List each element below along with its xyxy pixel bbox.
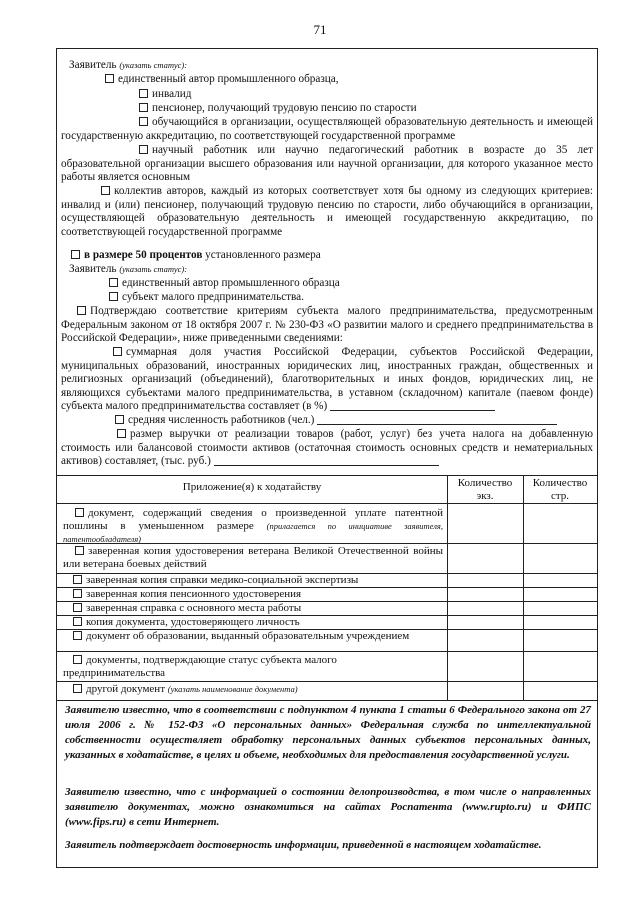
checkbox[interactable] <box>115 415 124 424</box>
row-text: заверенная копия удостоверения ветерана Великой Отечественной войны или ветерана боевых действий <box>63 545 443 570</box>
section2-applicant-line <box>69 263 187 277</box>
applicant-label: Заявитель <box>69 263 117 275</box>
table-top-border <box>57 475 597 476</box>
option2-sole-author[interactable] <box>109 277 340 291</box>
status-hint: (указать статус): <box>119 60 188 70</box>
table-row-divider <box>57 503 597 504</box>
table-column-divider <box>523 475 524 701</box>
option-label: суммарная доля участия Российской Федерации, субъектов Российской Федерации, муниципальных образований, иностранных юридических лиц, иностранных граждан, общественных и религиозных организаций (объединений), благотворительных и иных фондов, юридических лиц, не являющихся субъектами малого предпринимательства, в уставном (складочном) капитале (паевом фонде) субъекта малого предпринимательства составляет (в %) <box>61 346 593 412</box>
employees-field[interactable] <box>317 414 557 425</box>
row-text: другой документ <box>86 683 166 695</box>
row-text: копия документа, удостоверяющего личность <box>86 616 300 628</box>
row-text: заверенная копия справки медико-социальной экспертизы <box>86 574 359 586</box>
checkbox[interactable] <box>73 603 82 612</box>
checkbox[interactable] <box>73 655 82 664</box>
checkbox[interactable] <box>73 631 82 640</box>
notice-confirm: Заявитель подтверждает достоверность информации, приведенной в настоящем ходатайстве. <box>65 839 542 851</box>
checkbox[interactable] <box>73 589 82 598</box>
option-label: размер выручки от реализации товаров (работ, услуг) без учета налога на добавленную стоимость или балансовой стоимости активов (остаточная стоимость основных средств и нематериальных активов) составляет, (тыс. руб.) <box>61 428 593 467</box>
revenue-field[interactable] <box>214 455 439 466</box>
checkbox[interactable] <box>109 278 118 287</box>
row-text: документ, содержащий сведения о произведенной уплате патентной пошлины в уменьшенном размере <box>63 507 443 532</box>
section2-title-rest: установленного размера <box>202 249 321 261</box>
option-label: инвалид <box>152 88 192 100</box>
checkbox[interactable] <box>101 186 110 195</box>
option-collective[interactable] <box>61 185 593 239</box>
table-bottom-border <box>57 700 597 701</box>
applicant-status-line <box>69 59 187 73</box>
option-label: субъект малого предпринимательства. <box>122 291 304 303</box>
checkbox[interactable] <box>73 684 82 693</box>
table-column-divider <box>447 475 448 701</box>
option-label: Подтверждаю соответствие критериям субъекта малого предпринимательства, предусмотренным Федеральным законом от 18 октября 2007 г. № 230-ФЗ «О развитии малого и среднего предпринимательства в Российской Федерации», ниже приведенными сведениями: <box>61 305 593 344</box>
section2-title-bold: в размере 50 процентов <box>84 249 203 261</box>
checkbox[interactable] <box>113 347 122 356</box>
checkbox[interactable] <box>139 145 148 154</box>
row-text: заверенная копия пенсионного удостоверения <box>86 588 302 600</box>
notice-personal-data: Заявителю известно, что в соответствии с подпунктом 4 пункта 1 статьи 6 Федерального закона от 27 июля 2006 г. № 152-ФЗ «О персональных данных» Федеральная служба по интеллектуальной собственности осуществляет обработку персональных данных субъектов персональных данных, указанных в ходатайстве, в целях и объеме, необходимых для предоставления государственной услуги. <box>65 704 591 761</box>
applicant-label: Заявитель <box>69 59 117 71</box>
option-label: коллектив авторов, каждый из которых соответствует хотя бы одному из следующих критериев: инвалид и (или) пенсионер, получающий трудовую пенсию по старости, либо обучающийся в организации, осуществляющей образовательную деятельность и имеющей государственную аккредитацию, по соответствующей государственной программе <box>61 185 593 238</box>
table-row[interactable] <box>73 630 409 643</box>
option-label: средняя численность работников (чел.) <box>128 414 315 426</box>
table-row[interactable] <box>63 507 443 546</box>
table-row-divider <box>57 543 597 544</box>
option-student[interactable] <box>61 116 593 143</box>
row-hint: (указать наименование документа) <box>167 684 298 694</box>
table-header-pages: Количество стр. <box>532 477 588 502</box>
option-label: пенсионер, получающий трудовую пенсию по старости <box>152 102 417 114</box>
option-capital-share[interactable] <box>61 346 593 414</box>
option-pensioner[interactable] <box>139 102 417 116</box>
table-row[interactable] <box>73 602 301 615</box>
checkbox[interactable] <box>109 292 118 301</box>
table-row[interactable] <box>73 588 301 601</box>
option-scientist[interactable] <box>61 144 593 185</box>
row-text: заверенная справка с основного места работы <box>86 602 302 614</box>
option-employees[interactable] <box>115 414 557 428</box>
table-row[interactable] <box>63 654 363 680</box>
status-hint: (указать статус): <box>119 264 188 274</box>
row-text: документ об образовании, выданный образовательным учреждением <box>86 630 410 642</box>
checkbox[interactable] <box>73 617 82 626</box>
checkbox[interactable] <box>71 250 80 259</box>
option-label: научный работник или научно педагогический работник в возрасте до 35 лет образовательной организации высшего образования или научной организации, для которого указанное место работы является основным <box>61 144 593 183</box>
checkbox[interactable] <box>75 508 84 517</box>
checkbox[interactable] <box>139 117 148 126</box>
checkbox[interactable] <box>117 429 126 438</box>
option2-small-business[interactable] <box>109 291 304 305</box>
checkbox[interactable] <box>139 103 148 112</box>
option-revenue[interactable] <box>61 428 593 469</box>
option-label: единственный автор промышленного образца, <box>118 73 339 85</box>
checkbox[interactable] <box>73 575 82 584</box>
notice-info: Заявителю известно, что с информацией о состоянии делопроизводства, в том числе о направленных заявителю документах, можно ознакомиться на сайтах Роспатента (www.rupto.ru) и ФИПС (www.fips.ru) в сети Интернет. <box>65 786 591 828</box>
table-header-copies: Количество экз. <box>457 477 513 502</box>
row-hint: (прилагается по инициативе заявителя, патентообладателя) <box>63 521 444 544</box>
option-disabled[interactable] <box>139 88 191 102</box>
checkbox[interactable] <box>105 74 114 83</box>
confirm-criteria[interactable] <box>61 305 593 346</box>
capital-share-field[interactable] <box>330 400 495 411</box>
table-row[interactable] <box>73 616 300 629</box>
table-row-divider <box>57 681 597 682</box>
option-50-percent[interactable] <box>71 249 321 263</box>
page-number: 71 <box>313 22 327 37</box>
table-row[interactable] <box>73 683 298 696</box>
checkbox[interactable] <box>139 89 148 98</box>
checkbox[interactable] <box>75 546 84 555</box>
option-sole-author[interactable] <box>105 73 339 87</box>
table-header-attachments: Приложение(я) к ходатайству <box>182 481 322 493</box>
row-text: документы, подтверждающие статус субъекта малого предпринимательства <box>63 654 337 679</box>
option-label: единственный автор промышленного образца <box>122 277 340 289</box>
option-label: обучающийся в организации, осуществляющей образовательную деятельность и имеющей государственную аккредитацию, по соответствующей государственной программе <box>61 116 593 142</box>
table-row[interactable] <box>73 574 358 587</box>
table-row[interactable] <box>63 545 443 571</box>
form-frame <box>56 48 598 868</box>
checkbox[interactable] <box>77 306 86 315</box>
table-row-divider <box>57 651 597 652</box>
